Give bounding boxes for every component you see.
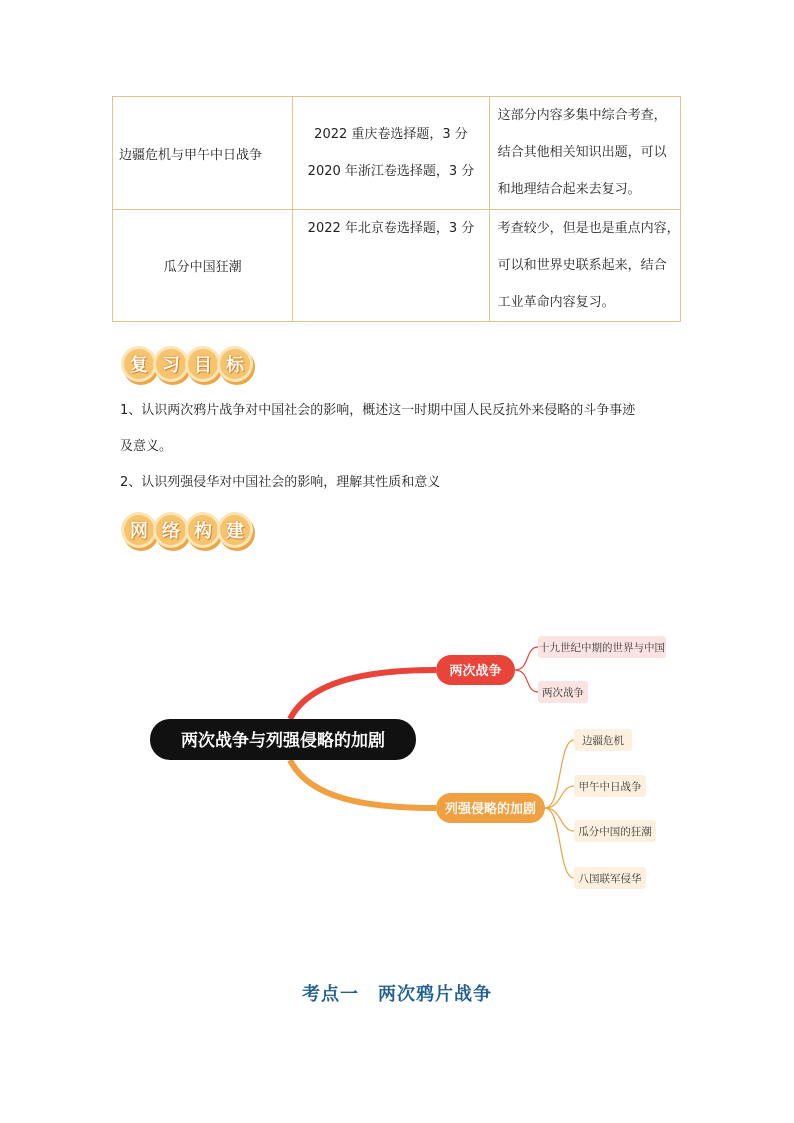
note-line: 可以和世界史联系起来，结合 [497,258,667,273]
topic-text: 瓜分中国狂潮 [163,260,242,275]
note-cell [489,97,680,210]
leaf-label: 两次战争 [542,687,584,699]
badge-char: 网 [124,515,154,545]
badge-char: 标 [220,349,250,379]
exam-cell [293,97,489,210]
goal-item-2: 2、认识列强侵华对中国社会的影响，理解其性质和意义 [120,475,441,490]
table-row [113,97,681,210]
root-label: 两次战争与列强侵略的加剧 [181,731,385,751]
goal-item-1-line2: 及意义。 [120,439,173,454]
note-line: 考查较少，但是也是重点内容， [497,221,680,236]
badge-char: 构 [188,515,218,545]
badge-char: 络 [156,515,186,545]
exam-cell [293,210,489,322]
badge-char: 目 [188,349,218,379]
review-goal-badge [124,349,250,379]
badge-char: 复 [124,349,154,379]
exam-line: 2022 重庆卷选择题，3 分 [314,127,468,142]
leaf-label: 十九世纪中期的世界与中国 [539,642,665,654]
badge-char: 建 [220,515,250,545]
branch1-connector [290,670,436,719]
table-row [113,210,681,322]
goal-item-1-line1: 1、认识两次鸦片战争对中国社会的影响，概述这一时期中国人民反抗外来侵略的斗争事迹 [120,403,636,418]
note-line: 和地理结合起来去复习。 [497,182,641,197]
note-line: 结合其他相关知识出题，可以 [497,145,667,160]
topic-cell [113,210,293,322]
leaf-label: 瓜分中国的狂潮 [578,826,652,838]
leaf-label: 八国联军侵华 [578,873,642,885]
topic-cell [113,97,293,210]
note-cell [489,210,680,322]
note-line: 工业革命内容复习。 [497,295,615,310]
leaf-label: 甲午中日战争 [578,781,642,793]
note-line: 这部分内容多集中综合考查， [497,108,667,123]
badge-char: 习 [156,349,186,379]
topic-text: 边疆危机与甲午中日战争 [119,147,263,163]
branch2-label: 列强侵略的加剧 [444,802,537,817]
mind-map [140,620,680,900]
branch2-connector [290,760,436,808]
leaf-label: 边疆危机 [582,735,624,747]
exam-line: 2020 年浙江卷选择题，3 分 [307,164,475,179]
network-badge [124,515,250,545]
exam-table [112,96,681,322]
section-heading: 考点一 两次鸦片战争 [302,984,492,1005]
exam-line: 2022 年北京卷选择题，3 分 [307,221,475,236]
branch1-label: 两次战争 [449,664,502,679]
